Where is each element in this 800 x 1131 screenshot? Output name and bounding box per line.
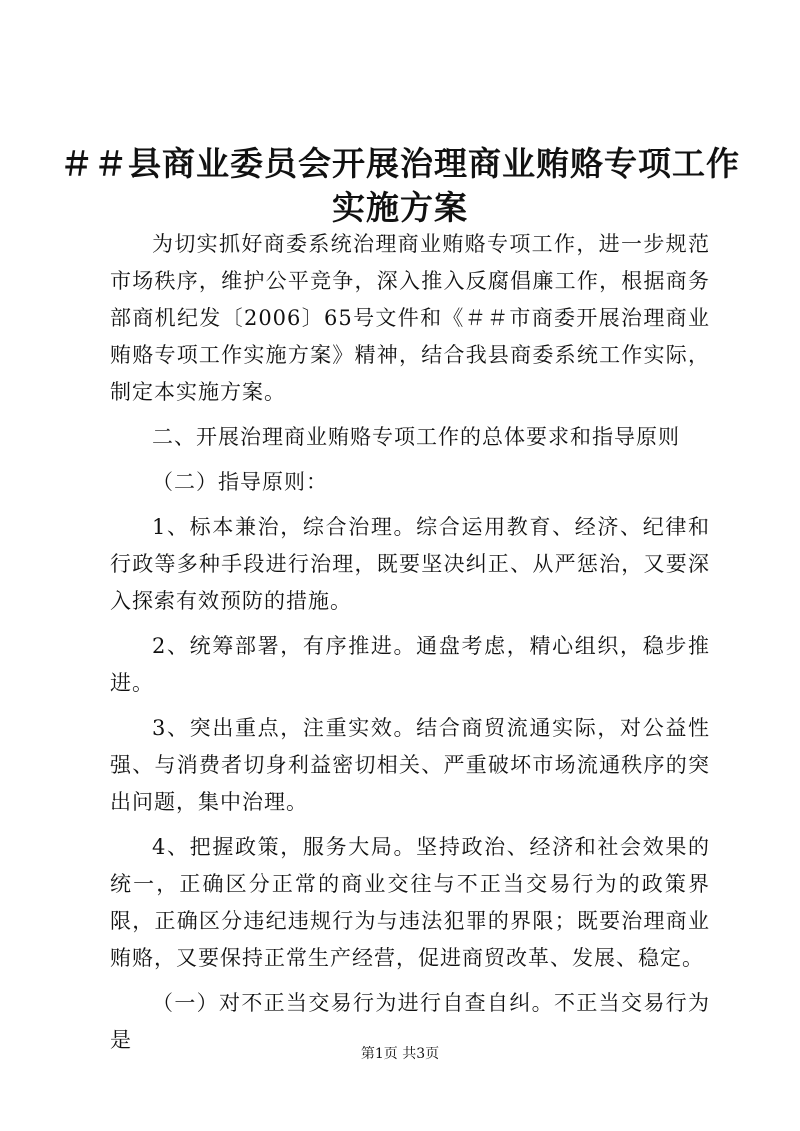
paragraph-principle-3: 3、突出重点，注重实效。结合商贸流通实际，对公益性强、与消费者切身利益密切相关、严重破坏市场流通秩序的突出问题，集中治理。 xyxy=(110,716,710,814)
document-title-line-2: 实施方案 xyxy=(332,188,468,227)
paragraph-principle-4: 4、把握政策，服务大局。坚持政治、经济和社会效果的统一，正确区分正常的商业交往与不正当交易行为的政策界限，正确区分违纪违规行为与违法犯罪的界限；既要治理商业贿赂，又要保持正常生产经营，促进商贸改革、发展、稳定。 xyxy=(110,835,710,970)
paragraph-subheading-guiding-principles: （二）指导原则： xyxy=(152,470,328,494)
paragraph-self-inspection: （一）对不正当交易行为进行自查自纠。不正当交易行为是 xyxy=(110,991,710,1052)
document-title-line-1: ＃＃县商业委员会开展治理商业贿赂专项工作 xyxy=(60,144,740,183)
paragraph-principle-2: 2、统筹部署，有序推进。通盘考虑，精心组织，稳步推进。 xyxy=(110,634,710,695)
paragraph-intro: 为切实抓好商委系统治理商业贿赂专项工作，进一步规范市场秩序，维护公平竞争，深入推入反腐倡廉工作，根据商务部商机纪发〔2006〕65号文件和《＃＃市商委开展治理商业贿赂专项工作实施方案》精神，结合我县商委系统工作实际，制定本实施方案。 xyxy=(110,232,710,404)
paragraph-section-heading: 二、开展治理商业贿赂专项工作的总体要求和指导原则 xyxy=(152,425,680,449)
document-body xyxy=(110,226,710,1067)
page-footer: 第1页 共3页 xyxy=(360,1046,440,1062)
paragraph-principle-1: 1、标本兼治，综合治理。综合运用教育、经济、纪律和行政等多种手段进行治理，既要坚决纠正、从严惩治，又要深入探索有效预防的措施。 xyxy=(110,515,710,613)
